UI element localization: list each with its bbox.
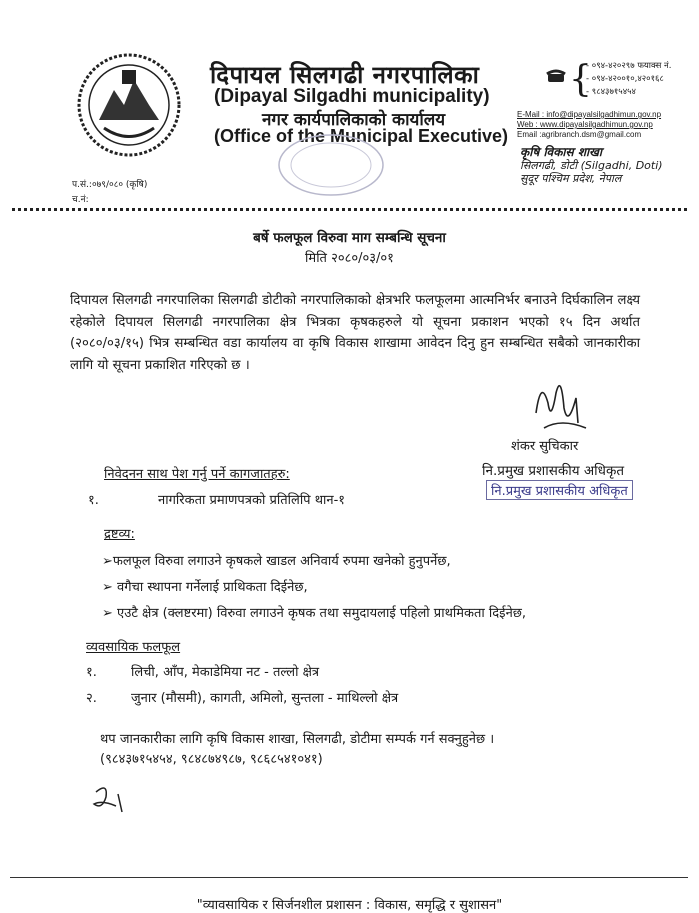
contact-line: थप जानकारीका लागि कृषि विकास शाखा, सिलगढी, डोटीमा सम्पर्क गर्न सक्नुहुनेछ । [100, 732, 495, 747]
office-title-np: नगर कार्यपालिकाको कार्यालय [262, 110, 446, 130]
designation-stamp: नि.प्रमुख प्रशासकीय अधिकृत [486, 480, 633, 500]
list-item [86, 686, 398, 712]
signature-mark [516, 373, 596, 443]
website-link[interactable]: Web : www.dipayalsilgadhimun.gov.np [517, 120, 653, 129]
item-number: १. [88, 493, 99, 508]
contact-info [517, 110, 661, 140]
municipality-title-np: दिपायल सिलगढी नगरपालिका [210, 61, 480, 89]
item-text: जुनार (मौसमी), कागती, अमिलो, सुन्तला - माथिल्लो क्षेत्र [131, 691, 399, 706]
letter-number: प.सं.:०७९/०८० (कृषि) [72, 180, 148, 190]
email2-text: Email :agribranch.dsm@gmail.com [517, 130, 642, 139]
notice-subject: बर्षे फलफूल विरुवा माग सम्बन्धि सूचना [253, 230, 446, 246]
notes-heading: द्रष्टव्य: [104, 527, 135, 542]
business-list [86, 660, 398, 712]
signer-name: शंकर सुचिकार [511, 439, 579, 454]
documents-heading: निवेदनन साथ पेश गर्नु पर्ने कागजातहरु: [104, 467, 290, 482]
notice-date: मिति २०८०/०३/०१ [305, 251, 394, 266]
faded-office-stamp [276, 132, 386, 198]
item-number: २. [86, 691, 97, 706]
contact-numbers: (९८४३७१५४५४, ९८४८७४९८७, ९८६८५४१०४१) [100, 752, 323, 767]
signer-title: नि.प्रमुख प्रशासकीय अधिकृत [482, 463, 625, 479]
phone-icon [546, 68, 566, 82]
phone-brace: { [569, 59, 592, 100]
phone-number: - ०९४-४२०२९७ फयाक्स नं. [586, 61, 672, 71]
notes-list [102, 549, 526, 627]
business-heading: व्यवसायिक फलफूल [86, 640, 181, 655]
list-item: ➢फलफूल विरुवा लगाउने कृषकले खाडल अनिवार्य रुपमा खनेको हुनुपर्नेछ, [102, 554, 451, 569]
item-number: १. [86, 665, 97, 680]
list-item [86, 660, 398, 686]
dispatch-number: च.नं: [72, 195, 89, 205]
municipality-title-en: (Dipayal Silgadhi municipality) [214, 86, 490, 107]
branch-address: सिलगढी, डोटी (Silgadhi, Doti) [520, 159, 663, 172]
office-title-en: (Office of the Municipal Executive) [214, 126, 509, 146]
phone-list [586, 60, 671, 99]
footer-slogan: "व्यावसायिक र सिर्जनशील प्रशासन : विकास, समृद्धि र सुशासन" [196, 898, 503, 913]
item-text: नागरिकता प्रमाणपत्रको प्रतिलिपि थान-१ [158, 493, 346, 508]
header-divider [12, 208, 687, 211]
footer-divider [10, 877, 688, 878]
email-link[interactable]: E-Mail : info@dipayalsilgadhimun.gov.np [517, 110, 662, 119]
list-item: ➢ वगैचा स्थापना गर्नेलाई प्राथिकता दिईनेछ, [102, 580, 308, 595]
list-item [88, 490, 345, 508]
municipality-logo [74, 50, 184, 160]
branch-name: कृषि विकास शाखा [520, 145, 603, 159]
branch-block [520, 146, 663, 185]
phone-number: - ९८४३७१५४५४ [586, 87, 636, 97]
notice-body: दिपायल सिलगढी नगरपालिका सिलगढी डोटीको नगरपालिकाको क्षेत्रभरि फलफूलमा आत्मनिर्भर बनाउने दिर्घकालिन लक्ष्य रहेकोले दिपायल सिलगढी नगरपालिका क्षेत्र भित्रका कृषकहरुले यो सूचना प्रकाशन भएको १५ दिन अर्थात (२०८०/०३/१५) भित्र सम्बन्धित वडा कार्यालय वा कृषि विकास शाखामा आवेदन दिनु हुन सम्बन्धित सबैको जानकारीका लागि यो सूचना प्रकाशित गरिएको छ । [70, 293, 640, 373]
contact-block [100, 730, 494, 770]
branch-province: सुदूर पश्चिम प्रदेश, नेपाल [520, 172, 622, 185]
phone-number: - ०९४-४२००१०,४२०१६८ [586, 74, 664, 84]
item-text: लिची, आँप, मेकाडेमिया नट - तल्लो क्षेत्र [131, 665, 320, 680]
initials-mark [88, 782, 138, 818]
list-item: ➢ एउटै क्षेत्र (क्लष्टरमा) विरुवा लगाउने कृषक तथा समुदायलाई पहिलो प्राथमिकता दिईनेछ, [102, 606, 527, 621]
reference-block [72, 178, 147, 208]
